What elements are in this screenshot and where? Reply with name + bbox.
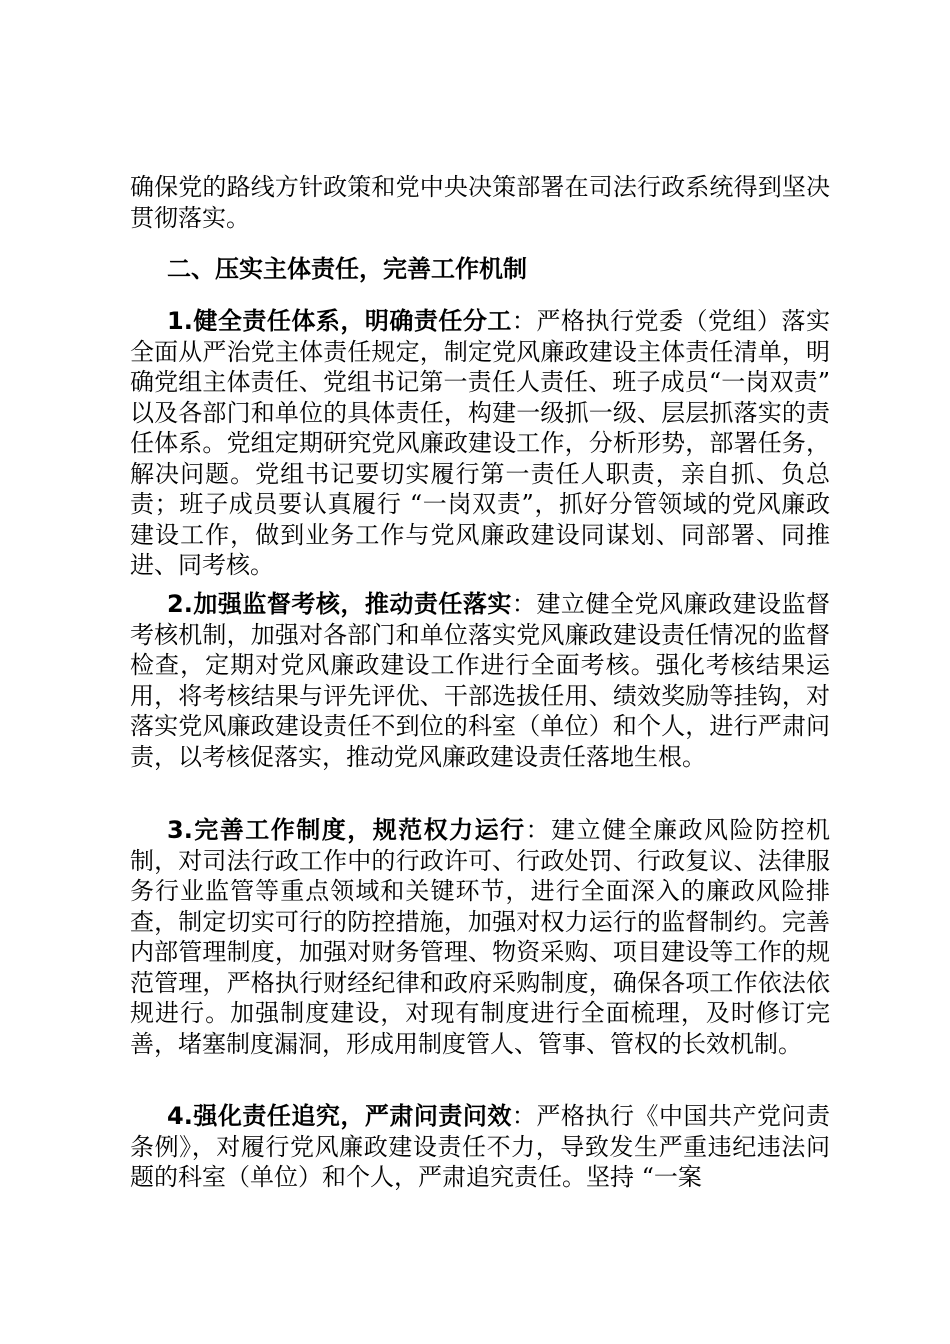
item-body-1: ：严格执行党委（党组）落实全面从严治党主体责任规定，制定党风廉政建设主体责任清单，明确党组主体责任、党组书记第一责任人责任、班子成员“一岗双责” 以及各部门和单位的具体责任，构建一级抓一级、层层抓落实的责任体系。党组定期研究党风廉政建设工作，分析形势，部署任务，解决问题。党组书记要切实履行第一责任人职责，亲自抓、负总责；班子成员要认真履行 “一岗双责”，抓好分管领域的党风廉政建设工作，做到业务工作与党风廉政建设同谋划、同部署、同推进、同考核。 bbox=[130, 307, 831, 579]
item-lead-3: 3.完善工作制度，规范权力运行 bbox=[167, 816, 526, 844]
item-paragraph-4 bbox=[130, 1101, 830, 1193]
intro-paragraph: 确保党的路线方针政策和党中央决策部署在司法行政系统得到坚决贯彻落实。 bbox=[130, 173, 830, 232]
item-lead-4: 4.强化责任追究，严肃问责问效 bbox=[167, 1102, 512, 1130]
item-body-4: ：严格执行《中国共产党问责条例》，对履行党风廉政建设责任不力，导致发生严重违纪违法问题的科室（单位）和个人，严肃追究责任。坚持 “一案 bbox=[130, 1102, 831, 1191]
item-body-3: ：建立健全廉政风险防控机制，对司法行政工作中的行政许可、行政处罚、行政复议、法律服务行业监管等重点领域和关键环节，进行全面深入的廉政风险排查，制定切实可行的防控措施，加强对权力运行的监督制约。完善内部管理制度，加强对财务管理、物资采购、项目建设等工作的规范管理，严格执行财经纪律和政府采购制度，确保各项工作依法依规进行。加强制度建设，对现有制度进行全面梳理，及时修订完善，堵塞制度漏洞，形成用制度管人、管事、管权的长效机制。 bbox=[130, 816, 830, 1058]
section-heading: 二、压实主体责任，完善工作机制 bbox=[167, 255, 527, 283]
item-lead-2: 2.加强监督考核，推动责任落实 bbox=[167, 590, 512, 618]
item-paragraph-1 bbox=[130, 306, 830, 581]
item-paragraph-2 bbox=[130, 589, 830, 772]
item-body-2: ：建立健全党风廉政建设监督考核机制，加强对各部门和单位落实党风廉政建设责任情况的监督检查，定期对党风廉政建设工作进行全面考核。强化考核结果运用，将考核结果与评先评优、干部选拔任用、绩效奖励等挂钩，对落实党风廉政建设责任不到位的科室（单位）和个人，进行严肃问责，以考核促落实，推动党风廉政建设责任落地生根。 bbox=[130, 590, 831, 771]
item-paragraph-3 bbox=[130, 815, 830, 1059]
item-lead-1: 1.健全责任体系，明确责任分工 bbox=[167, 307, 512, 335]
